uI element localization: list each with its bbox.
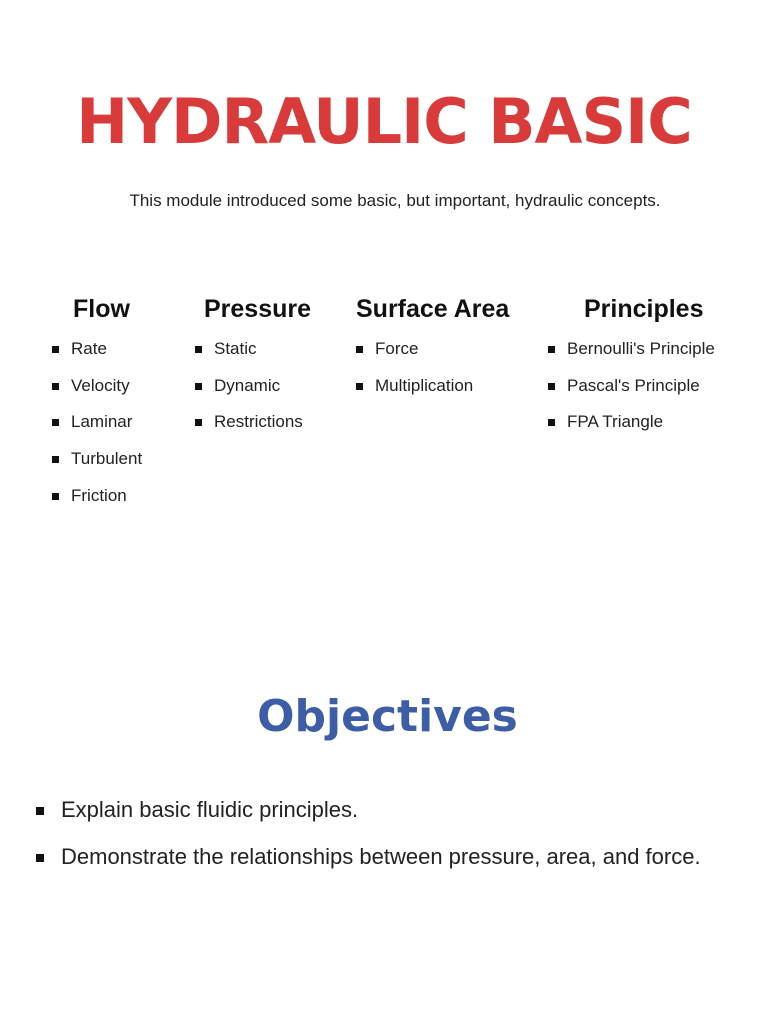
- topic-heading: Pressure: [204, 295, 312, 323]
- bullet-icon: [548, 419, 555, 426]
- topic-list: [548, 338, 715, 433]
- bullet-icon: [52, 419, 59, 426]
- bullet-icon: [52, 346, 59, 353]
- bullet-icon: [356, 383, 363, 390]
- bullet-icon: [356, 346, 363, 353]
- list-item: [52, 411, 142, 433]
- topic-heading: Principles: [584, 295, 704, 323]
- list-item-label: Bernoulli's Principle: [567, 339, 715, 358]
- list-item: [356, 375, 509, 397]
- list-item: [36, 796, 701, 824]
- objective-text: Demonstrate the relationships between pressure, area, and force.: [61, 844, 701, 869]
- page-subtitle: This module introduced some basic, but important, hydraulic concepts.: [129, 191, 661, 210]
- topic-heading: Flow: [73, 295, 130, 323]
- list-item: [195, 375, 311, 397]
- list-item-label: Restrictions: [214, 412, 303, 432]
- list-item-label: Static: [214, 339, 257, 358]
- topic-column-principles: [548, 292, 715, 448]
- topic-column-surface-area: [356, 292, 509, 411]
- bullet-icon: [52, 383, 59, 390]
- list-item: [195, 338, 311, 360]
- topic-list: [356, 338, 509, 397]
- list-item: [195, 411, 311, 433]
- objectives-list: [36, 796, 701, 890]
- list-item: [52, 485, 142, 507]
- list-item-label: Pascal's Principle: [567, 375, 700, 395]
- list-item-label: Multiplication: [375, 375, 474, 395]
- bullet-icon: [548, 346, 555, 353]
- list-item-label: Laminar: [71, 412, 133, 432]
- topic-column-pressure: [195, 292, 311, 448]
- bullet-icon: [36, 854, 44, 862]
- list-item-label: FPA Triangle: [567, 412, 664, 432]
- bullet-icon: [195, 346, 202, 353]
- bullet-icon: [52, 493, 59, 500]
- list-item: [548, 375, 715, 397]
- topic-list: [52, 338, 142, 507]
- list-item: [356, 338, 509, 360]
- bullet-icon: [195, 419, 202, 426]
- topic-list: [195, 338, 311, 433]
- list-item: [36, 843, 701, 871]
- list-item-label: Friction: [71, 485, 127, 505]
- list-item: [52, 338, 142, 360]
- page-title: HYDRAULIC BASIC: [76, 85, 692, 158]
- list-item: [548, 338, 715, 360]
- list-item: [548, 411, 715, 433]
- list-item-label: Force: [375, 339, 419, 358]
- list-item-label: Velocity: [71, 375, 130, 395]
- bullet-icon: [36, 807, 44, 815]
- bullet-icon: [195, 383, 202, 390]
- topic-column-flow: [52, 292, 142, 521]
- list-item-label: Rate: [71, 339, 107, 358]
- bullet-icon: [548, 383, 555, 390]
- list-item-label: Dynamic: [214, 375, 281, 395]
- objectives-heading: Objectives: [257, 691, 518, 742]
- list-item: [52, 375, 142, 397]
- objective-text: Explain basic fluidic principles.: [61, 797, 359, 822]
- topic-heading: Surface Area: [356, 295, 510, 323]
- list-item-label: Turbulent: [71, 449, 143, 469]
- bullet-icon: [52, 456, 59, 463]
- list-item: [52, 448, 142, 470]
